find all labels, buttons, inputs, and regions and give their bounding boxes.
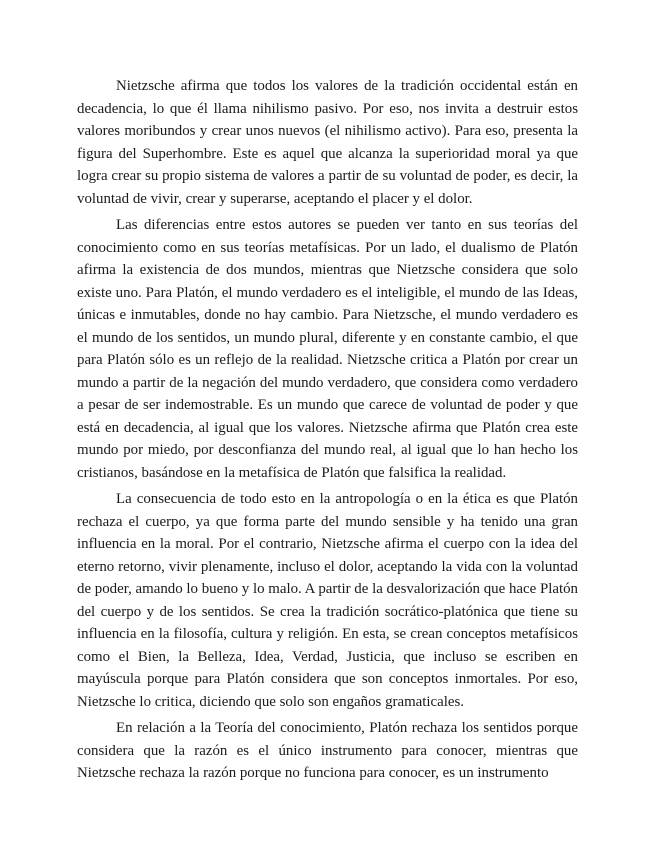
paragraph-anthropology-ethics: La consecuencia de todo esto en la antropología o en la ética es que Platón rechaza el cuerpo, ya que forma parte del mundo sensible y ha tenido una gran influencia en la moral. Por el contrario, Nietzsche afirma el cuerpo con la idea del eterno retorno, vivir plenamente, incluso el dolor, aceptando la vida con la voluntad de poder, amando lo bueno y lo malo. A partir de la desvalorización que hace Platón del cuerpo y de los sentidos. Se crea la tradición socrático-platónica que tiene su influencia en la filosofía, cultura y religión. En esta, se crean conceptos metafísicos como el Bien, la Belleza, Idea, Verdad, Justicia, que incluso se escriben en mayúscula porque para Platón considera que son conceptos inmortales. Por eso, Nietzsche lo critica, diciendo que solo son engaños gramaticales. [77,491,578,710]
paragraph-theory-of-knowledge: En relación a la Teoría del conocimiento, Platón rechaza los sentidos porque considera que la razón es el único instrumento para conocer, mientras que Nietzsche rechaza la razón porque no funciona para conocer, es un instrumento [77,720,578,781]
paragraph-nihilism: Nietzsche afirma que todos los valores de la tradición occidental están en decadencia, lo que él llama nihilismo pasivo. Por eso, nos invita a destruir estos valores moribundos y crear unos nuevos (el nihilismo activo). Para eso, presenta la figura del Superhombre. Este es aquel que alcanza la superioridad moral ya que logra crear su propio sistema de valores a partir de su voluntad de poder, es decir, la voluntad de vivir, crear y superarse, aceptando el placer y el dolor. [77,78,578,207]
paragraph-metaphysics: Las diferencias entre estos autores se pueden ver tanto en sus teorías del conocimiento como en sus teorías metafísicas. Por un lado, el dualismo de Platón afirma la existencia de dos mundos, mientras que Nietzsche considera que solo existe uno. Para Platón, el mundo verdadero es el inteligible, el mundo de las Ideas, únicas e inmutables, donde no hay cambio. Para Nietzsche, el mundo verdadero es el mundo de los sentidos, un mundo plural, diferente y en constante cambio, el que para Platón sólo es un reflejo de la realidad. Nietzsche critica a Platón por crear un mundo a partir de la negación del mundo verdadero, que considera como verdadero a pesar de ser indemostrable. Es un mundo que carece de voluntad de poder y que está en decadencia, al igual que los valores. Nietzsche afirma que Platón crea este mundo por miedo, por desconfianza del mundo real, al igual que lo han hecho los cristianos, basándose en la metafísica de Platón que falsifica la realidad. [77,217,578,481]
